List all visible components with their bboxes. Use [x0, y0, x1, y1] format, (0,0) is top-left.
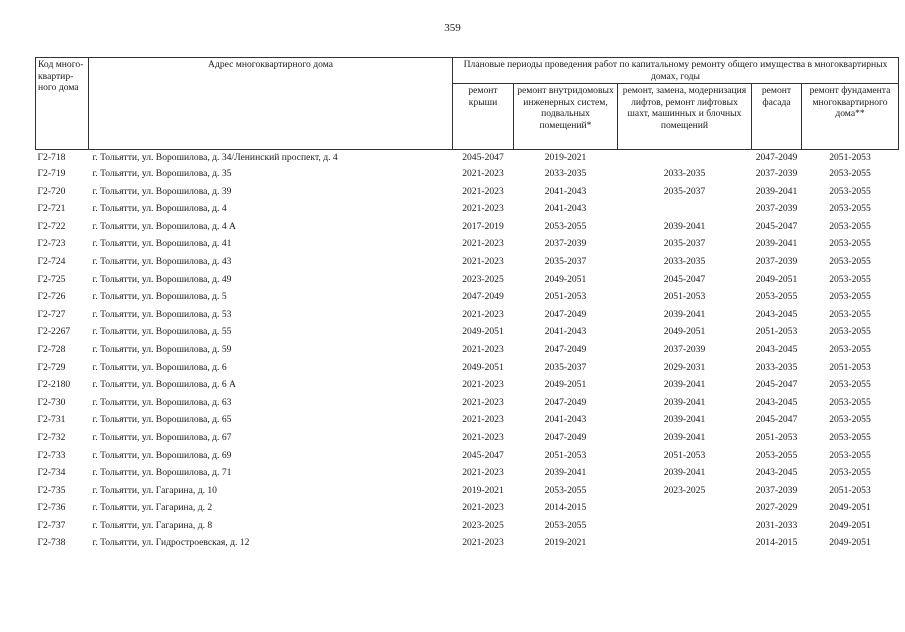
- cell-elevators: 2035-2037: [663, 185, 706, 197]
- cell-address: г. Тольятти, ул. Ворошилова, д. 43: [92, 255, 232, 267]
- cell-facade: 2033-2035: [755, 361, 798, 373]
- cell-elevators: 2037-2039: [663, 343, 706, 355]
- cell-address: г. Тольятти, ул. Ворошилова, д. 49: [92, 273, 232, 285]
- cell-roof: 2021-2023: [462, 414, 504, 426]
- cell-facade: 2045-2047: [755, 414, 798, 426]
- cell-roof: 2021-2023: [462, 255, 504, 267]
- cell-roof: 2021-2023: [462, 431, 504, 443]
- cell-roof: 2021-2023: [462, 396, 504, 408]
- cell-facade: 2047-2049: [755, 152, 798, 163]
- cell-code: Г2-736: [37, 502, 66, 514]
- cell-roof: 2021-2023: [462, 537, 504, 549]
- cell-address: г. Тольятти, ул. Гагарина, д. 2: [92, 502, 213, 514]
- table-row: [36, 341, 899, 359]
- table-row: [36, 534, 899, 552]
- cell-code: Г2-725: [37, 273, 66, 285]
- cell-roof: 2021-2023: [462, 379, 504, 391]
- cell-elevators: 2035-2037: [663, 238, 706, 250]
- cell-foundation: 2053-2055: [829, 467, 871, 479]
- cell-roof: 2017-2019: [462, 220, 504, 232]
- cell-address: г. Тольятти, ул. Ворошилова, д. 59: [92, 343, 232, 355]
- cell-engineering: 2037-2039: [544, 238, 587, 250]
- cell-engineering: 2047-2049: [544, 308, 587, 320]
- cell-engineering: 2039-2041: [544, 467, 587, 479]
- cell-elevators: 2039-2041: [663, 396, 706, 408]
- capital-repair-table: [35, 57, 899, 552]
- cell-foundation: 2049-2051: [829, 537, 871, 549]
- header-address: Адрес многоквартирного дома: [89, 58, 453, 150]
- cell-roof: 2021-2023: [462, 203, 504, 215]
- cell-code: Г2-730: [37, 396, 66, 408]
- cell-roof: 2021-2023: [462, 185, 504, 197]
- cell-foundation: 2051-2053: [829, 361, 871, 373]
- cell-roof: 2023-2025: [462, 273, 504, 285]
- cell-code: Г2-727: [37, 308, 66, 320]
- cell-code: Г2-728: [37, 343, 66, 355]
- header-periods: Плановые периоды проведения работ по капитальному ремонту общего имущества в многоквартирных домах, годы: [453, 58, 899, 84]
- cell-roof: 2047-2049: [462, 291, 504, 303]
- cell-engineering: 2019-2021: [544, 537, 587, 549]
- cell-facade: 2043-2045: [755, 396, 798, 408]
- cell-foundation: 2053-2055: [829, 185, 871, 197]
- cell-foundation: 2053-2055: [829, 168, 871, 179]
- cell-elevators: 2033-2035: [663, 168, 706, 179]
- cell-address: г. Тольятти, ул. Ворошилова, д. 41: [92, 238, 232, 250]
- page-number: 359: [444, 22, 461, 34]
- cell-elevators: 2023-2025: [663, 484, 706, 496]
- cell-engineering: 2041-2043: [544, 414, 587, 426]
- cell-foundation: 2053-2055: [829, 449, 871, 461]
- cell-facade: 2037-2039: [755, 203, 798, 215]
- table-row: [36, 482, 899, 500]
- cell-facade: 2043-2045: [755, 467, 798, 479]
- cell-elevators: 2039-2041: [663, 431, 706, 443]
- cell-code: Г2-726: [37, 291, 66, 303]
- table-row: [36, 464, 899, 482]
- cell-engineering: 2019-2021: [544, 152, 587, 163]
- cell-elevators: 2029-2031: [663, 361, 706, 373]
- cell-foundation: 2053-2055: [829, 343, 871, 355]
- cell-elevators: 2051-2053: [663, 449, 706, 461]
- cell-facade: 2014-2015: [755, 537, 798, 549]
- cell-engineering: 2041-2043: [544, 185, 587, 197]
- cell-foundation: 2053-2055: [829, 414, 871, 426]
- cell-roof: 2021-2023: [462, 343, 504, 355]
- cell-engineering: 2035-2037: [544, 255, 587, 267]
- cell-roof: 2021-2023: [462, 308, 504, 320]
- cell-code: Г2-731: [37, 414, 66, 426]
- cell-foundation: 2053-2055: [829, 220, 871, 232]
- cell-code: Г2-719: [37, 168, 66, 179]
- cell-foundation: 2053-2055: [829, 273, 871, 285]
- table-row: [36, 218, 899, 236]
- cell-elevators: 2033-2035: [663, 255, 706, 267]
- cell-address: г. Тольятти, ул. Гидростроевская, д. 12: [92, 537, 250, 549]
- cell-address: г. Тольятти, ул. Ворошилова, д. 35: [92, 168, 232, 179]
- cell-facade: 2039-2041: [755, 185, 798, 197]
- cell-foundation: 2051-2053: [829, 484, 871, 496]
- table-row: [36, 359, 899, 377]
- table-row: [36, 306, 899, 324]
- cell-code: Г2-2267: [37, 326, 71, 338]
- table-row: [36, 394, 899, 412]
- cell-address: г. Тольятти, ул. Ворошилова, д. 34/Ленинский проспект, д. 4: [92, 152, 338, 163]
- cell-engineering: 2033-2035: [544, 168, 587, 179]
- table-header: [36, 58, 899, 150]
- cell-elevators: 2039-2041: [663, 379, 706, 391]
- cell-roof: 2049-2051: [462, 361, 504, 373]
- cell-engineering: 2053-2055: [544, 519, 587, 531]
- cell-roof: 2021-2023: [462, 467, 504, 479]
- cell-address: г. Тольятти, ул. Ворошилова, д. 5: [92, 291, 227, 303]
- cell-address: г. Тольятти, ул. Гагарина, д. 8: [92, 519, 213, 531]
- cell-roof: 2045-2047: [462, 152, 504, 163]
- cell-elevators: 2039-2041: [663, 414, 706, 426]
- table-row: [36, 253, 899, 271]
- cell-roof: 2045-2047: [462, 449, 504, 461]
- cell-address: г. Тольятти, ул. Гагарина, д. 10: [92, 484, 217, 496]
- table-row: [36, 150, 899, 166]
- cell-facade: 2051-2053: [755, 326, 798, 338]
- cell-address: г. Тольятти, ул. Ворошилова, д. 53: [92, 308, 232, 320]
- table-row: [36, 235, 899, 253]
- cell-code: Г2-735: [37, 484, 66, 496]
- cell-engineering: 2047-2049: [544, 343, 587, 355]
- cell-facade: 2045-2047: [755, 220, 798, 232]
- cell-code: Г2-722: [37, 220, 66, 232]
- cell-code: Г2-737: [37, 519, 66, 531]
- cell-engineering: 2053-2055: [544, 484, 587, 496]
- cell-roof: 2019-2021: [462, 484, 504, 496]
- cell-facade: 2037-2039: [755, 255, 798, 267]
- cell-address: г. Тольятти, ул. Ворошилова, д. 63: [92, 396, 232, 408]
- cell-facade: 2053-2055: [755, 291, 798, 303]
- cell-elevators: [618, 534, 752, 552]
- cell-foundation: 2053-2055: [829, 255, 871, 267]
- cell-elevators: [618, 499, 752, 517]
- cell-code: Г2-733: [37, 449, 66, 461]
- cell-roof: 2021-2023: [462, 168, 504, 179]
- cell-engineering: 2014-2015: [544, 502, 587, 514]
- cell-elevators: 2051-2053: [663, 291, 706, 303]
- cell-foundation: 2053-2055: [829, 326, 871, 338]
- cell-engineering: 2049-2051: [544, 273, 587, 285]
- table-body: [36, 150, 899, 553]
- cell-elevators: 2039-2041: [663, 220, 706, 232]
- cell-engineering: 2041-2043: [544, 203, 587, 215]
- cell-code: Г2-734: [37, 467, 66, 479]
- header-foundation: ремонт фундамента многоквартирного дома**: [802, 84, 899, 150]
- table-row: [36, 200, 899, 218]
- cell-elevators: 2049-2051: [663, 326, 706, 338]
- table-row: [36, 323, 899, 341]
- cell-foundation: 2053-2055: [829, 396, 871, 408]
- cell-address: г. Тольятти, ул. Ворошилова, д. 39: [92, 185, 232, 197]
- cell-foundation: 2053-2055: [829, 238, 871, 250]
- cell-elevators: 2039-2041: [663, 467, 706, 479]
- cell-code: Г2-2180: [37, 379, 71, 391]
- cell-elevators: [618, 150, 752, 166]
- header-elevators: ремонт, замена, модернизация лифтов, ремонт лифтовых шахт, машинных и блочных помещений: [618, 84, 752, 150]
- cell-elevators: [618, 517, 752, 535]
- cell-address: г. Тольятти, ул. Ворошилова, д. 65: [92, 414, 232, 426]
- table-row: [36, 183, 899, 201]
- cell-foundation: 2053-2055: [829, 431, 871, 443]
- cell-roof: 2049-2051: [462, 326, 504, 338]
- cell-facade: 2053-2055: [755, 449, 798, 461]
- cell-facade: 2039-2041: [755, 238, 798, 250]
- cell-engineering: 2035-2037: [544, 361, 587, 373]
- cell-address: г. Тольятти, ул. Ворошилова, д. 4 А: [92, 220, 236, 232]
- cell-facade: 2043-2045: [755, 308, 798, 320]
- cell-foundation: 2053-2055: [829, 203, 871, 215]
- cell-code: Г2-724: [37, 255, 66, 267]
- cell-code: Г2-729: [37, 361, 66, 373]
- cell-address: г. Тольятти, ул. Ворошилова, д. 6: [92, 361, 227, 373]
- cell-facade: 2037-2039: [755, 484, 798, 496]
- table-row: [36, 517, 899, 535]
- cell-code: Г2-723: [37, 238, 66, 250]
- cell-foundation: 2053-2055: [829, 308, 871, 320]
- cell-facade: 2037-2039: [755, 168, 798, 179]
- cell-engineering: 2047-2049: [544, 431, 587, 443]
- cell-facade: 2045-2047: [755, 379, 798, 391]
- cell-address: г. Тольятти, ул. Ворошилова, д. 55: [92, 326, 232, 338]
- cell-foundation: 2049-2051: [829, 502, 871, 514]
- cell-address: г. Тольятти, ул. Ворошилова, д. 69: [92, 449, 232, 461]
- cell-elevators: 2045-2047: [663, 273, 706, 285]
- cell-engineering: 2041-2043: [544, 326, 587, 338]
- header-facade: ремонт фасада: [752, 84, 802, 150]
- table-row: [36, 411, 899, 429]
- cell-facade: 2051-2053: [755, 431, 798, 443]
- cell-code: Г2-738: [37, 537, 66, 549]
- cell-elevators: 2039-2041: [663, 308, 706, 320]
- cell-foundation: 2051-2053: [829, 152, 871, 163]
- cell-code: Г2-732: [37, 431, 66, 443]
- cell-facade: 2049-2051: [755, 273, 798, 285]
- cell-engineering: 2049-2051: [544, 379, 587, 391]
- cell-roof: 2021-2023: [462, 502, 504, 514]
- cell-foundation: 2049-2051: [829, 519, 871, 531]
- cell-code: Г2-718: [37, 152, 66, 163]
- cell-elevators: [618, 200, 752, 218]
- cell-foundation: 2053-2055: [829, 379, 871, 391]
- cell-roof: 2021-2023: [462, 238, 504, 250]
- cell-address: г. Тольятти, ул. Ворошилова, д. 4: [92, 203, 227, 215]
- header-roof: ремонт крыши: [453, 84, 514, 150]
- cell-roof: 2023-2025: [462, 519, 504, 531]
- cell-address: г. Тольятти, ул. Ворошилова, д. 6 А: [92, 379, 236, 391]
- table-row: [36, 499, 899, 517]
- cell-facade: 2027-2029: [755, 502, 798, 514]
- cell-address: г. Тольятти, ул. Ворошилова, д. 67: [92, 431, 232, 443]
- table-row: [36, 288, 899, 306]
- header-engineering: ремонт внутридомовых инженерных систем, подвальных помещений*: [514, 84, 618, 150]
- cell-facade: 2031-2033: [755, 519, 798, 531]
- cell-engineering: 2053-2055: [544, 220, 587, 232]
- table-row: [36, 447, 899, 465]
- cell-code: Г2-721: [37, 203, 66, 215]
- table-row: [36, 429, 899, 447]
- table-row: [36, 376, 899, 394]
- cell-engineering: 2051-2053: [544, 291, 587, 303]
- cell-code: Г2-720: [37, 185, 66, 197]
- cell-foundation: 2053-2055: [829, 291, 871, 303]
- cell-facade: 2043-2045: [755, 343, 798, 355]
- table-row: [36, 271, 899, 289]
- cell-address: г. Тольятти, ул. Ворошилова, д. 71: [92, 467, 232, 479]
- cell-engineering: 2051-2053: [544, 449, 587, 461]
- table-row: [36, 165, 899, 183]
- header-code: Код много-квартир-ного дома: [36, 58, 89, 150]
- cell-engineering: 2047-2049: [544, 396, 587, 408]
